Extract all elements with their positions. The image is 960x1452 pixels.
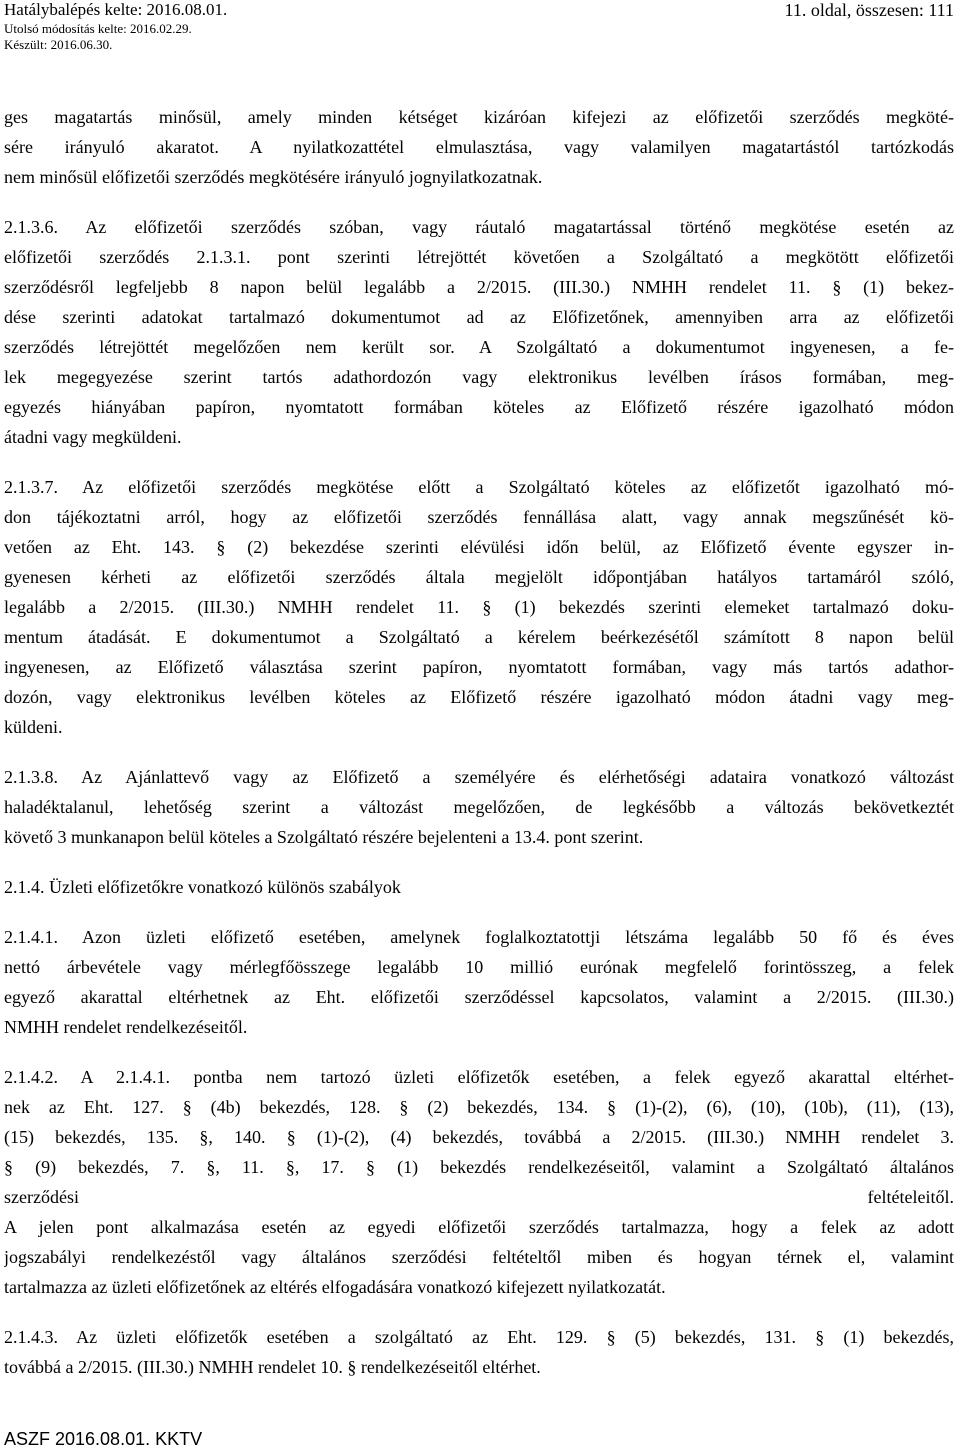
text-line: nem minősül előfizetői szerződés megkötésére irányuló jognyilatkozatnak. bbox=[4, 167, 543, 187]
text-line: don tájékoztatni arról, hogy az előfizetői szerződés fennállása alatt, vagy annak megszűnését kö- bbox=[4, 507, 954, 527]
text-line: tartalmazza az üzleti előfizetőnek az eltérés elfogadására vonatkozó kifejezett nyilatkozatát. bbox=[4, 1277, 666, 1297]
text-line: gyenesen kérheti az előfizetői szerződés általa megjelölt időpontjában hatályos tartamáról szóló, bbox=[4, 567, 954, 587]
text-line: küldeni. bbox=[4, 717, 63, 737]
page-number: 11. oldal, összesen: 111 bbox=[784, 0, 954, 20]
created-date: Készült: 2016.06.30. bbox=[4, 37, 113, 52]
document-body bbox=[4, 102, 954, 1402]
text-line: 2.1.4. Üzleti előfizetőkre vonatkozó különös szabályok bbox=[4, 877, 401, 897]
text-line: haladéktalanul, lehetőség szerint a változást megelőzően, de legkésőbb a változás bekövetkeztét bbox=[4, 797, 954, 817]
text-line: 2.1.3.6. Az előfizetői szerződés szóban, vagy ráutaló magatartással történő megkötése esetén az bbox=[4, 217, 954, 237]
text-line: dése szerinti adatokat tartalmazó dokumentumot ad az Előfizetőnek, amennyiben arra az előfizetői bbox=[4, 307, 954, 327]
text-line: előfizetői szerződés 2.1.3.1. pont szerinti létrejöttét követően a Szolgáltató a megkötött előfizetői bbox=[4, 247, 954, 267]
page-header bbox=[4, 0, 954, 62]
text-line: (15) bekezdés, 135. §, 140. § (1)-(2), (4) bekezdés, továbbá a 2/2015. (III.30.) NMHH rendelet 3. bbox=[4, 1127, 954, 1147]
paragraph bbox=[4, 1322, 954, 1382]
paragraph bbox=[4, 872, 954, 902]
modified-date: Utolsó módosítás kelte: 2016.02.29. bbox=[4, 21, 192, 36]
text-line: 2.1.4.2. A 2.1.4.1. pontba nem tartozó üzleti előfizetők esetében, a felek egyező akarattal eltérhet- bbox=[4, 1067, 954, 1087]
text-line: legalább a 2/2015. (III.30.) NMHH rendelet 11. § (1) bekezdés szerinti elemeket tartalmazó doku- bbox=[4, 597, 954, 617]
text-line: szerződés létrejöttét megelőzően nem került sor. A Szolgáltató a dokumentumot ingyenesen, a fe- bbox=[4, 337, 954, 357]
text-line: átadni vagy megküldeni. bbox=[4, 427, 182, 447]
text-line: ingyenesen, az Előfizető választása szerint papíron, nyomtatott formában, vagy más tartós adathor- bbox=[4, 657, 954, 677]
paragraph bbox=[4, 472, 954, 742]
text-line: mentum átadását. E dokumentumot a Szolgáltató a kérelem beérkezésétől számított 8 napon belül bbox=[4, 627, 954, 647]
paragraph bbox=[4, 212, 954, 452]
paragraph bbox=[4, 922, 954, 1042]
paragraph bbox=[4, 102, 954, 192]
text-line: követő 3 munkanapon belül köteles a Szolgáltató részére bejelenteni a 13.4. pont szerint. bbox=[4, 827, 644, 847]
paragraph bbox=[4, 1062, 954, 1302]
effective-date: Hatálybalépés kelte: 2016.08.01. bbox=[4, 0, 228, 19]
text-line: ges magatartás minősül, amely minden kétséget kizáróan kifejezi az előfizetői szerződés megköté- bbox=[4, 107, 954, 127]
text-line: továbbá a 2/2015. (III.30.) NMHH rendelet 10. § rendelkezéseitől eltérhet. bbox=[4, 1357, 541, 1377]
text-line: § (9) bekezdés, 7. §, 11. §, 17. § (1) bekezdés rendelkezéseitől, valamint a Szolgáltató általános bbox=[4, 1157, 954, 1177]
text-line: dozón, vagy elektronikus levélben köteles az Előfizető részére igazolható módon átadni vagy meg- bbox=[4, 687, 954, 707]
paragraph bbox=[4, 762, 954, 852]
text-line: jogszabályi rendelkezéstől vagy általános szerződési feltételtől miben és hogyan térnek el, valamint bbox=[4, 1247, 954, 1267]
page-footer: ASZF 2016.08.01. KKTV bbox=[4, 1429, 203, 1449]
text-line: 2.1.4.3. Az üzleti előfizetők esetében a szolgáltató az Eht. 129. § (5) bekezdés, 131. § (1) bekezdés, bbox=[4, 1327, 954, 1347]
text-line: 2.1.4.1. Azon üzleti előfizető esetében, amelynek foglalkoztatottji létszáma legalább 50 fő és éves bbox=[4, 927, 954, 947]
text-line: A jelen pont alkalmazása esetén az egyedi előfizetői szerződés tartalmazza, hogy a felek az adott bbox=[4, 1217, 954, 1237]
text-line: vetően az Eht. 143. § (2) bekezdése szerinti elévülési időn belül, az Előfizető évente egyszer in- bbox=[4, 537, 954, 557]
text-line: 2.1.3.8. Az Ajánlattevő vagy az Előfizető a személyére és elérhetőségi adataira vonatkozó változást bbox=[4, 767, 954, 787]
text-line: szerződésről legfeljebb 8 napon belül legalább a 2/2015. (III.30.) NMHH rendelet 11. § (1) bekez- bbox=[4, 277, 954, 297]
text-line: egyezés hiányában papíron, nyomtatott formában köteles az Előfizető részére igazolható módon bbox=[4, 397, 954, 417]
text-line: lek megegyezése szerint tartós adathordozón vagy elektronikus levélben írásos formában, meg- bbox=[4, 367, 954, 387]
text-line: NMHH rendelet rendelkezéseitől. bbox=[4, 1017, 248, 1037]
text-line: egyező akarattal eltérhetnek az Eht. előfizetői szerződéssel kapcsolatos, valamint a 2/2015. (III.30.) bbox=[4, 987, 954, 1007]
text-line: nettó árbevétele vagy mérlegfőösszege legalább 10 millió eurónak megfelelő forintösszeg, a felek bbox=[4, 957, 954, 977]
text-line: sére irányuló akaratot. A nyilatkozattétel elmulasztása, vagy valamilyen magatartástól tartózkodás bbox=[4, 137, 954, 157]
text-line: szerződési feltételeitől. bbox=[4, 1187, 954, 1207]
text-line: nek az Eht. 127. § (4b) bekezdés, 128. § (2) bekezdés, 134. § (1)-(2), (6), (10), (10b), (11), (13), bbox=[4, 1097, 954, 1117]
text-line: 2.1.3.7. Az előfizetői szerződés megkötése előtt a Szolgáltató köteles az előfizetőt igazolható mó- bbox=[4, 477, 954, 497]
